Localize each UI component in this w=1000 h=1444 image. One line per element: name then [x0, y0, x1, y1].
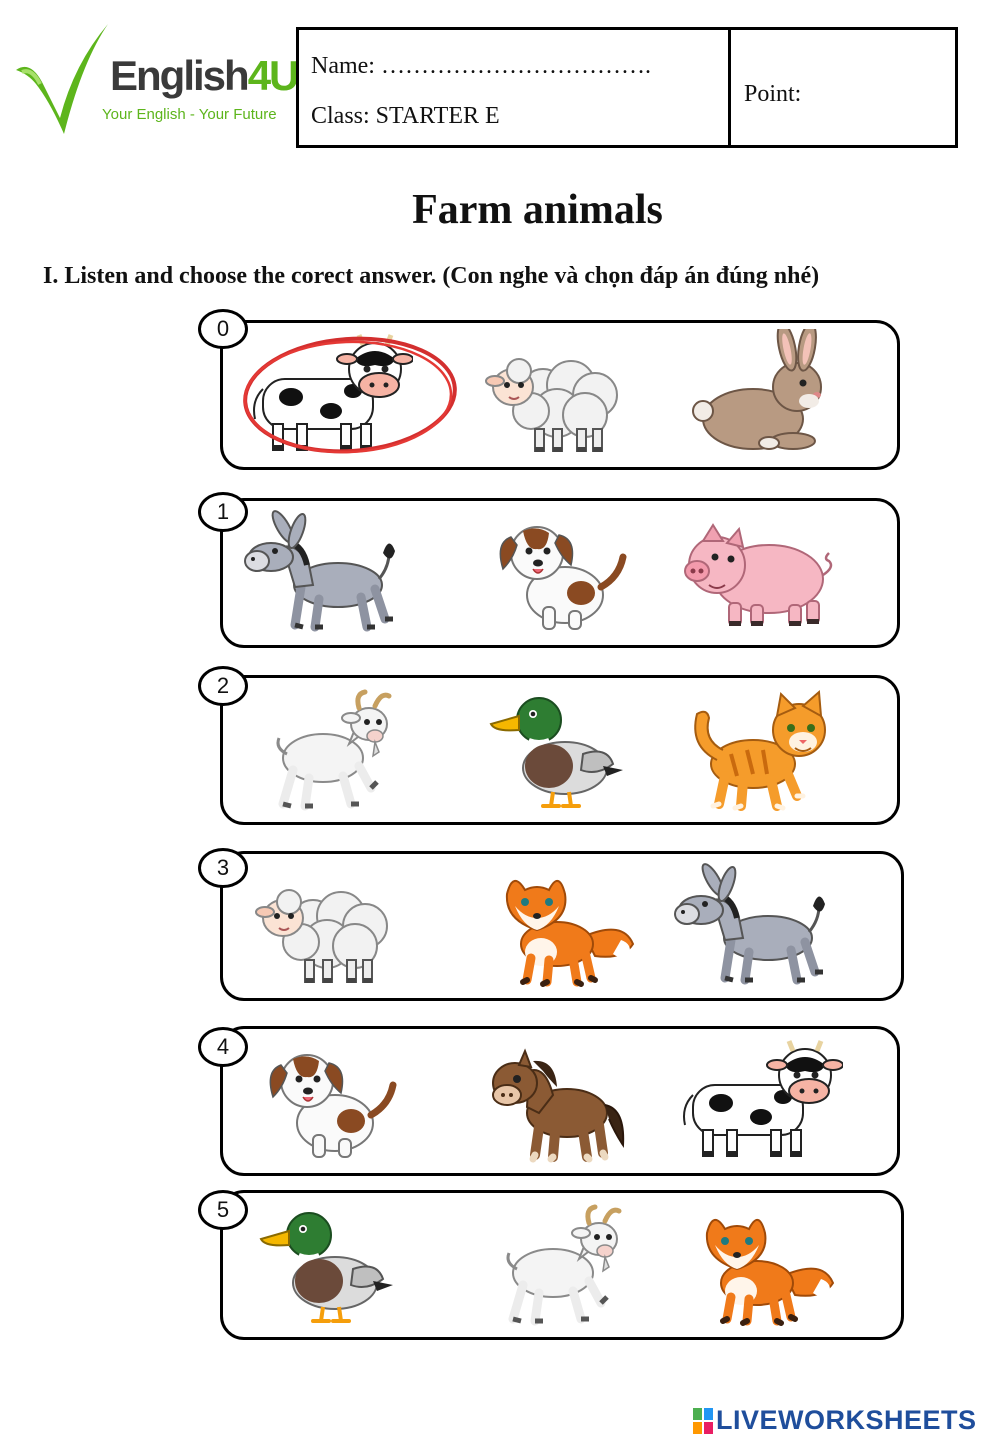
cow-icon	[673, 1035, 843, 1165]
rabbit-icon	[673, 329, 843, 459]
answer-choice-cow[interactable]	[673, 1035, 843, 1165]
english4u-logo	[12, 22, 298, 137]
fox-icon	[473, 860, 643, 990]
question-number: 3	[198, 848, 248, 888]
pig-icon	[673, 507, 843, 637]
answer-choice-fox[interactable]	[473, 860, 643, 990]
answer-choice-duck[interactable]	[243, 1199, 413, 1329]
question-row	[220, 498, 900, 648]
point-field[interactable]: Point:	[744, 81, 802, 107]
answer-choice-rabbit[interactable]	[673, 329, 843, 459]
answer-choice-dog[interactable]	[243, 1035, 413, 1165]
sheep-icon	[473, 329, 643, 459]
fox-icon	[673, 1199, 843, 1329]
donkey-icon	[673, 860, 843, 990]
brand-name: English4U	[110, 52, 298, 99]
answer-choice-sheep[interactable]	[243, 860, 413, 990]
student-info-box	[296, 27, 958, 148]
answer-choice-cat[interactable]	[673, 684, 843, 814]
page-title: Farm animals	[412, 187, 663, 233]
question-row	[220, 1026, 900, 1176]
answer-choice-fox[interactable]	[673, 1199, 843, 1329]
liveworksheets-logo-icon	[692, 1407, 714, 1435]
answer-choice-sheep[interactable]	[473, 329, 643, 459]
duck-icon	[473, 684, 643, 814]
answer-choice-horse[interactable]	[473, 1035, 643, 1165]
answer-choice-duck[interactable]	[473, 684, 643, 814]
question-number: 1	[198, 492, 248, 532]
answer-choice-pig[interactable]	[673, 507, 843, 637]
cat-icon	[673, 684, 843, 814]
question-number: 4	[198, 1027, 248, 1067]
answer-choice-goat[interactable]	[473, 1199, 643, 1329]
name-field[interactable]: Name: …………………………….	[311, 53, 651, 79]
dog-icon	[243, 1035, 413, 1165]
question-row	[220, 675, 900, 825]
brand-tagline: Your English - Your Future	[102, 106, 277, 123]
student-info-left	[299, 30, 731, 145]
question-number: 2	[198, 666, 248, 706]
question-number: 5	[198, 1190, 248, 1230]
donkey-icon	[243, 507, 413, 637]
instruction-text: I. Listen and choose the corect answer. (Con nghe và chọn đáp án đúng nhé)	[43, 263, 820, 289]
answer-choice-donkey[interactable]	[243, 507, 413, 637]
answer-choice-donkey[interactable]	[673, 860, 843, 990]
question-row	[220, 320, 900, 470]
question-row	[220, 851, 904, 1001]
answer-choice-cow[interactable]	[243, 329, 413, 459]
dog-icon	[473, 507, 643, 637]
duck-icon	[243, 1199, 413, 1329]
footer-text: LIVEWORKSHEETS	[716, 1405, 977, 1435]
question-row	[220, 1190, 904, 1340]
question-number: 0	[198, 309, 248, 349]
cow-icon	[243, 329, 413, 459]
answer-choice-goat[interactable]	[243, 684, 413, 814]
footer-brand	[692, 1405, 977, 1436]
class-field: Class: STARTER E	[311, 103, 500, 129]
goat-icon	[473, 1199, 643, 1329]
goat-icon	[243, 684, 413, 814]
answer-choice-dog[interactable]	[473, 507, 643, 637]
horse-icon	[473, 1035, 643, 1165]
sheep-icon	[243, 860, 413, 990]
